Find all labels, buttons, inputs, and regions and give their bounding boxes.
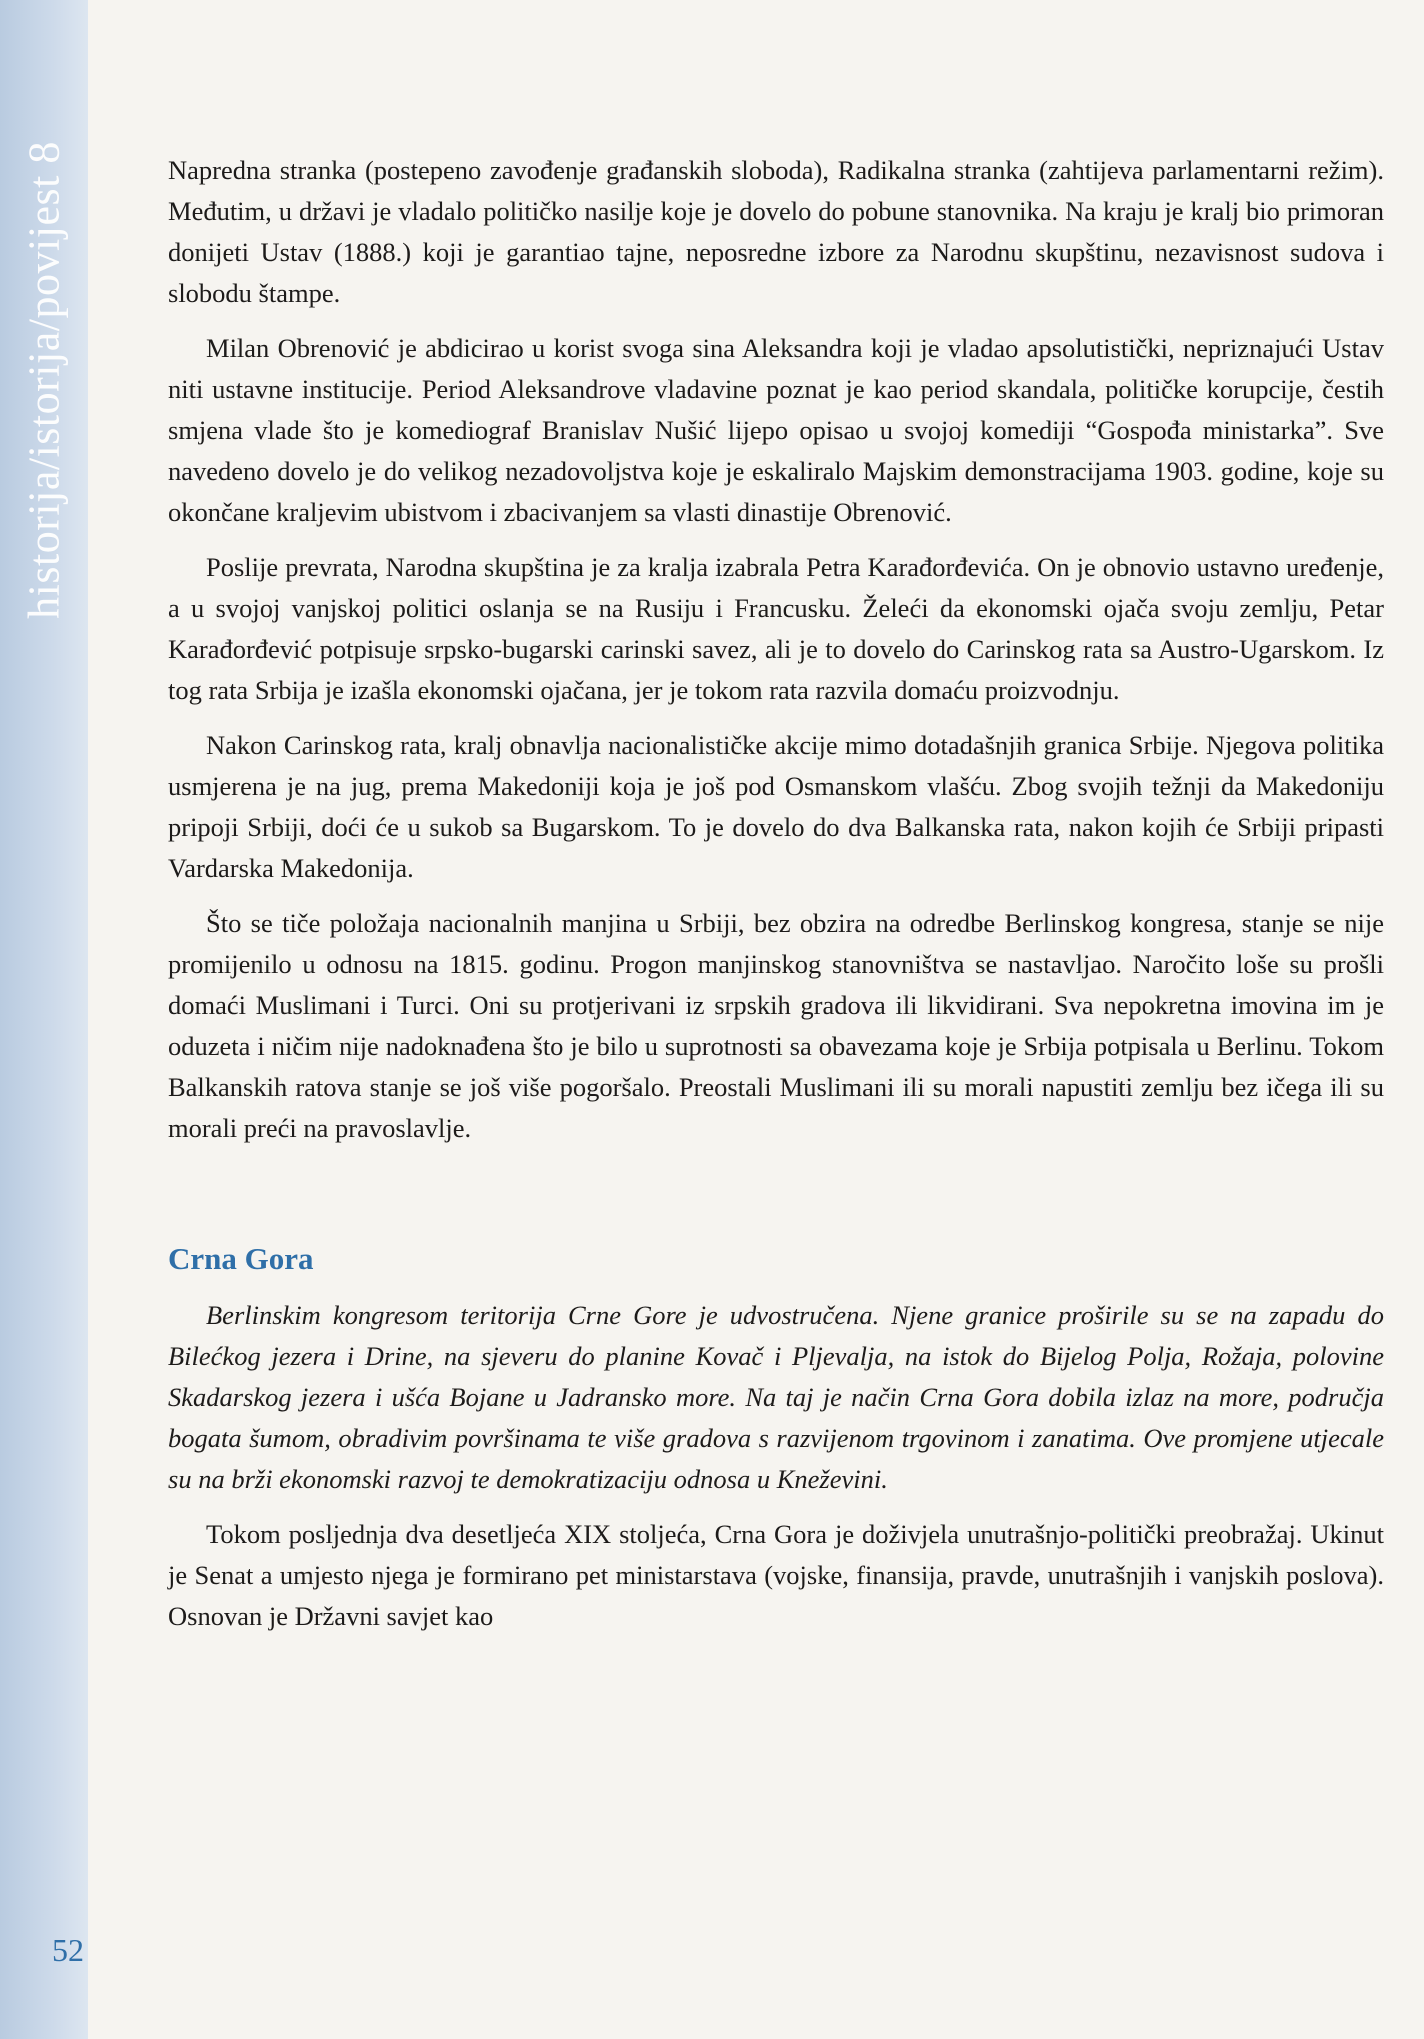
side-band	[0, 0, 88, 2039]
section-intro: Berlinskim kongresom teritorija Crne Gore je udvostručena. Njene granice proširile su se na zapadu do Bilećkog jezera i Drine, na sjeveru do planine Kovač i Pljevalja, na istok do Bijelog Polja, Rožaja, polovine Skadarskog jezera i ušća Bojane u Jadransko more. Na taj je način Crna Gora dobila izlaz na more, područja bogata šumom, obradivim površinama te više gradova s razvijenom trgovinom i zanatima. Ove promjene utjecale su na brži ekonomski razvoj te demokratizaciju odnosa u Kneževini.	[168, 1300, 1384, 1494]
paragraph-1: Napredna stranka (postepeno zavođenje građanskih sloboda), Radikalna stranka (zahtijeva parlamentarni režim). Međutim, u državi je vladalo političko nasilje koje je dovelo do pobune stanovnika. Na kraju je kralj bio primoran donijeti Ustav (1888.) koji je garantiao tajne, neposredne izbore za Narodnu skupštinu, nezavisnost sudova i slobodu štampe.	[168, 155, 1384, 308]
paragraph-5: Što se tiče položaja nacionalnih manjina u Srbiji, bez obzira na odredbe Berlinskog kongresa, stanje se nije promijenilo u odnosu na 1815. godinu. Progon manjinskog stanovništva se nastavljao. Naročito loše su prošli domaći Muslimani i Turci. Oni su protjerivani iz srpskih gradova ili likvidirani. Sva nepokretna imovina im je oduzeta i ničim nije nadoknađena što je bilo u suprotnosti sa obavezama koje je Srbija potpisala u Berlinu. Tokom Balkanskih ratova stanje se još više pogoršalo. Preostali Muslimani ili su morali napustiti zemlju bez ičega ili su morali preći na pravoslavlje.	[168, 908, 1384, 1143]
page-content	[168, 150, 1384, 1651]
section-body: Tokom posljednja dva desetljeća XIX stoljeća, Crna Gora je doživjela unutrašnjo-politički preobražaj. Ukinut je Senat a umjesto njega je formirano pet ministarstava (vojske, finansija, pravde, unutrašnjih i vanjskih poslova). Osnovan je Državni savjet kao	[168, 1519, 1384, 1631]
section-heading: Crna Gora	[168, 1241, 314, 1276]
sidebar-title: historija/istorija/povijest 8	[19, 141, 69, 619]
paragraph-2: Milan Obrenović je abdicirao u korist svoga sina Aleksandra koji je vladao apsolutistički, nepriznajući Ustav niti ustavne institucije. Period Aleksandrove vladavine poznat je kao period skandala, političke korupcije, čestih smjena vlade što je komediograf Branislav Nušić lijepo opisao u svojoj komediji “Gospođa ministarka”. Sve navedeno dovelo je do velikog nezadovoljstva koje je eskaliralo Majskim demonstracijama 1903. godine, koje su okončane kraljevim ubistvom i zbacivanjem sa vlasti dinastije Obrenović.	[168, 333, 1384, 527]
paragraph-4: Nakon Carinskog rata, kralj obnavlja nacionalističke akcije mimo dotadašnjih granica Srbije. Njegova politika usmjerena je na jug, prema Makedoniji koja je još pod Osmanskom vlašću. Zbog svojih težnji da Makedoniju pripoji Srbiji, doći će u sukob sa Bugarskom. To je dovelo do dva Balkanska rata, nakon kojih će Srbiji pripasti Vardarska Makedonija.	[168, 730, 1384, 883]
paragraph-3: Poslije prevrata, Narodna skupština je za kralja izabrala Petra Karađorđevića. On je obnovio ustavno uređenje, a u svojoj vanjskoj politici oslanja se na Rusiju i Francusku. Želeći da ekonomski ojača svoju zemlju, Petar Karađorđević potpisuje srpsko-bugarski carinski savez, ali je to dovelo do Carinskog rata sa Austro-Ugarskom. Iz tog rata Srbija je izašla ekonomski ojačana, jer je tokom rata razvila domaću proizvodnju.	[168, 552, 1384, 705]
page-number: 52	[52, 1932, 84, 1968]
